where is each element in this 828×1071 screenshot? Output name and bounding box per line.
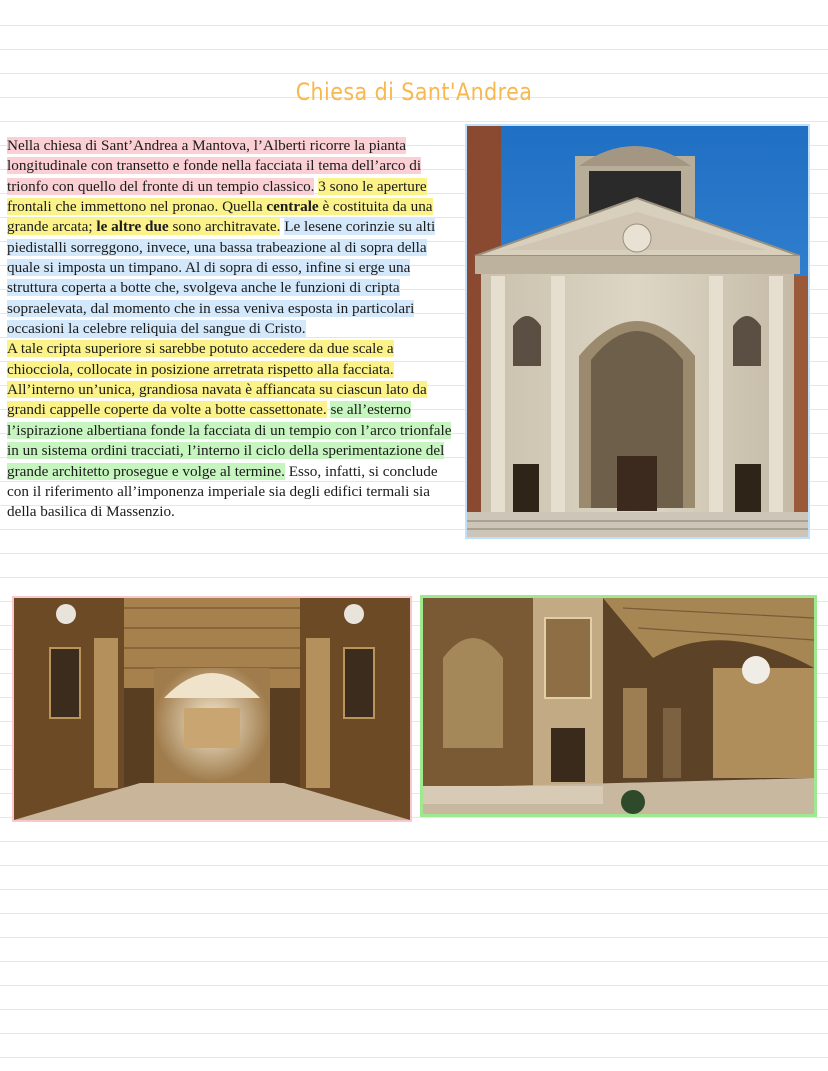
paragraph-1 [7, 136, 453, 339]
facade-illustration [467, 126, 808, 537]
page-title: Chiesa di Sant'Andrea [295, 78, 533, 106]
bold-term-centrale: centrale [266, 198, 319, 216]
facade-photo [465, 124, 810, 539]
transept-photo [420, 595, 817, 817]
transept-illustration [423, 598, 814, 814]
paragraph-2 [7, 339, 453, 522]
nave-photo [12, 596, 412, 822]
highlight-green: se all’esterno l’ispirazione albertiana fonde la facciata di un tempio con l’arco trionfale in un sistema ordini tracciati, l’interno il ciclo della sperimentazione del grande architetto prosegue e volge al termine. [7, 401, 452, 480]
highlight-yellow: A tale cripta superiore si sarebbe potuto accedere da due scale a chiocciola, collocate in posizione arretrata rispetto alla facciata. All’interno un’unica, grandiosa navata è affiancata su ciascun lato da grandi cappelle coperte da volte a botte cassettonate. [7, 340, 427, 419]
sentence-part: è costituita da una grande arcata; [7, 198, 433, 236]
bold-term-altre-due: le altre due [96, 218, 169, 236]
sentence-part: sono architravate. [168, 218, 281, 236]
text-body [7, 136, 453, 523]
nave-illustration [14, 598, 410, 820]
highlight-pink: Nella chiesa di Sant’Andrea a Mantova, l’Alberti ricorre la pianta longitudinale con transetto e fonde nella facciata il tema dell’arco di trionfo con quello del fronte di un tempio classico. [7, 137, 422, 195]
highlight-blue: Le lesene corinzie su alti piedistalli sorreggono, invece, una bassa trabeazione al di sopra della quale si imposta un timpano. Al di sopra di esso, infine si erge una struttura coperta a botte che, svolgeva anche le funzioni di cripta sopraelevata, dal momento che in essa veniva esposta in particolari occasioni la celebre reliquia del sangue di Cristo. [7, 218, 436, 338]
plain-text: Esso, infatti, si conclude con il riferimento all’imponenza imperiale sia degli edifici termali sia della basilica di Massenzio. [7, 462, 438, 521]
sentence-part: 3 sono le aperture frontali che immettono nel pronao. Quella [7, 177, 427, 216]
